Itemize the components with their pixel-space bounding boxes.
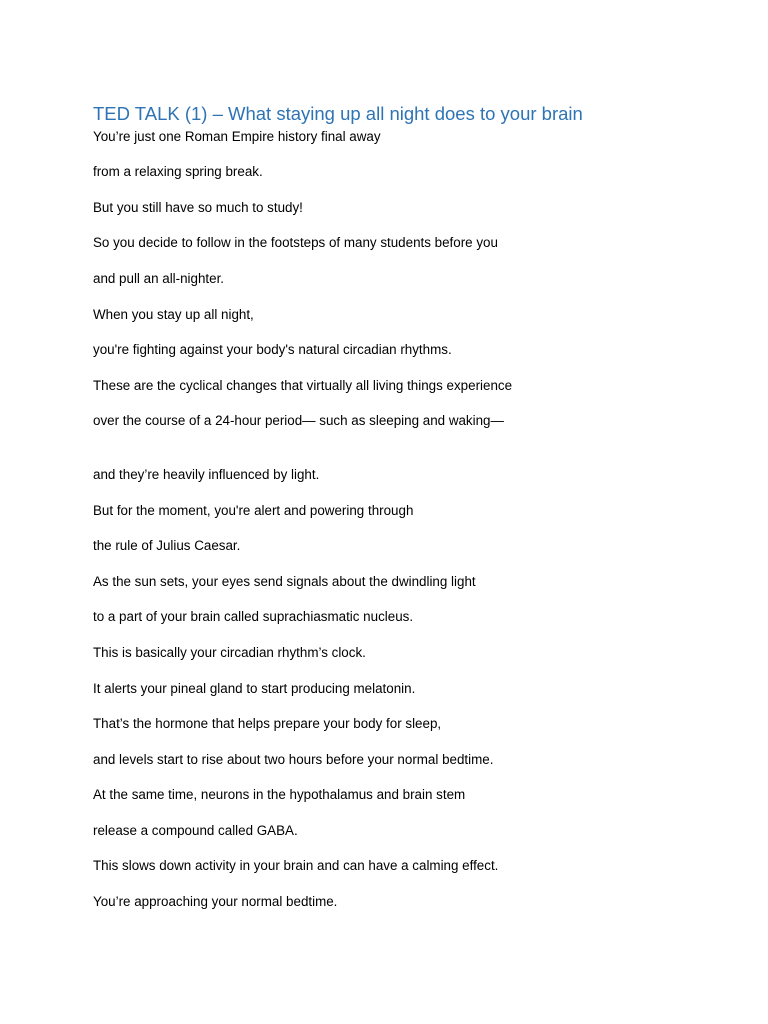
text-line: At the same time, neurons in the hypothalamus and brain stem	[93, 787, 466, 802]
text-line: But you still have so much to study!	[93, 200, 303, 215]
text-line: the rule of Julius Caesar.	[93, 538, 241, 553]
text-line: You’re approaching your normal bedtime.	[93, 894, 338, 909]
text-line: This is basically your circadian rhythm’s clock.	[93, 645, 366, 660]
text-line: As the sun sets, your eyes send signals about the dwindling light	[93, 574, 476, 589]
text-line: release a compound called GABA.	[93, 823, 298, 838]
text-line: and levels start to rise about two hours before your normal bedtime.	[93, 752, 494, 767]
text-line: But for the moment, you're alert and powering through	[93, 503, 414, 518]
text-line: over the course of a 24-hour period— such as sleeping and waking—	[93, 413, 504, 428]
text-line: This slows down activity in your brain and can have a calming effect.	[93, 858, 499, 873]
text-line: So you decide to follow in the footsteps of many students before you	[93, 235, 498, 250]
text-line: and pull an all-nighter.	[93, 271, 225, 286]
text-line: It alerts your pineal gland to start producing melatonin.	[93, 681, 416, 696]
text-line: you're fighting against your body's natural circadian rhythms.	[93, 342, 452, 357]
text-line: from a relaxing spring break.	[93, 164, 263, 179]
text-line: That’s the hormone that helps prepare your body for sleep,	[93, 716, 442, 731]
text-line: When you stay up all night,	[93, 307, 254, 322]
text-line: to a part of your brain called suprachiasmatic nucleus.	[93, 609, 414, 624]
document-title: TED TALK (1) – What staying up all night does to your brain	[93, 103, 583, 124]
text-line: These are the cyclical changes that virtually all living things experience	[93, 378, 513, 393]
text-line: You’re just one Roman Empire history final away	[93, 129, 381, 144]
text-line: and they’re heavily influenced by light.	[93, 467, 320, 482]
